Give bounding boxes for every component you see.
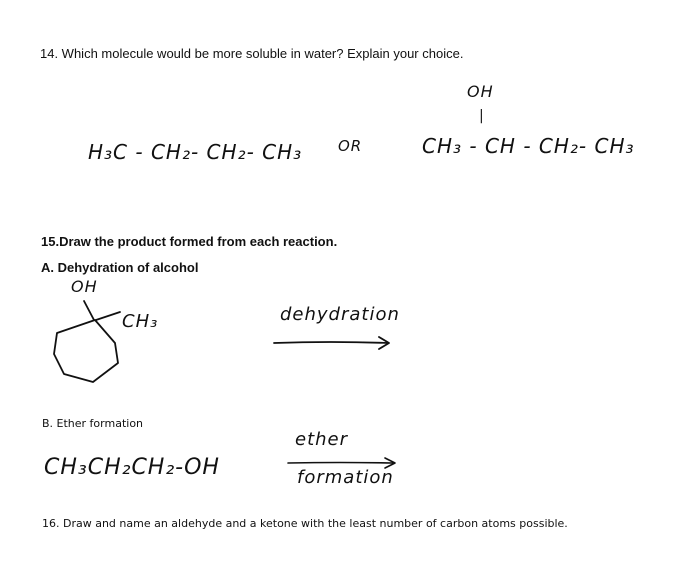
formation-label: formation [297,467,394,488]
oh-label: OH [71,277,98,296]
part-a-label: A. Dehydration of alcohol [41,260,199,275]
mol2-oh-label: OH [467,82,494,101]
molecule-butane: H₃C - CH₂- CH₂- CH₃ [88,140,303,164]
question-16: 16. Draw and name an aldehyde and a ketone with the least number of carbon atoms possible. [42,517,568,530]
part-b-label: B. Ether formation [42,417,144,430]
molecule-butanol: CH₃ - CH - CH₂- CH₃ [422,134,635,158]
question-15: 15.Draw the product formed from each reaction. [41,234,338,249]
dehydration-arrow [271,333,401,353]
dehydration-label: dehydration [280,304,400,325]
or-label: OR [338,137,363,155]
ch3-label: CH₃ [122,311,159,332]
question-14: 14. Which molecule would be more soluble in water? Explain your choice. [40,46,464,61]
ether-label: ether [295,429,349,450]
propanol-reactant: CH₃CH₂CH₂-OH [44,455,220,480]
mol2-oh-bond: | [479,108,485,124]
cyclohexane-ring [40,290,160,390]
